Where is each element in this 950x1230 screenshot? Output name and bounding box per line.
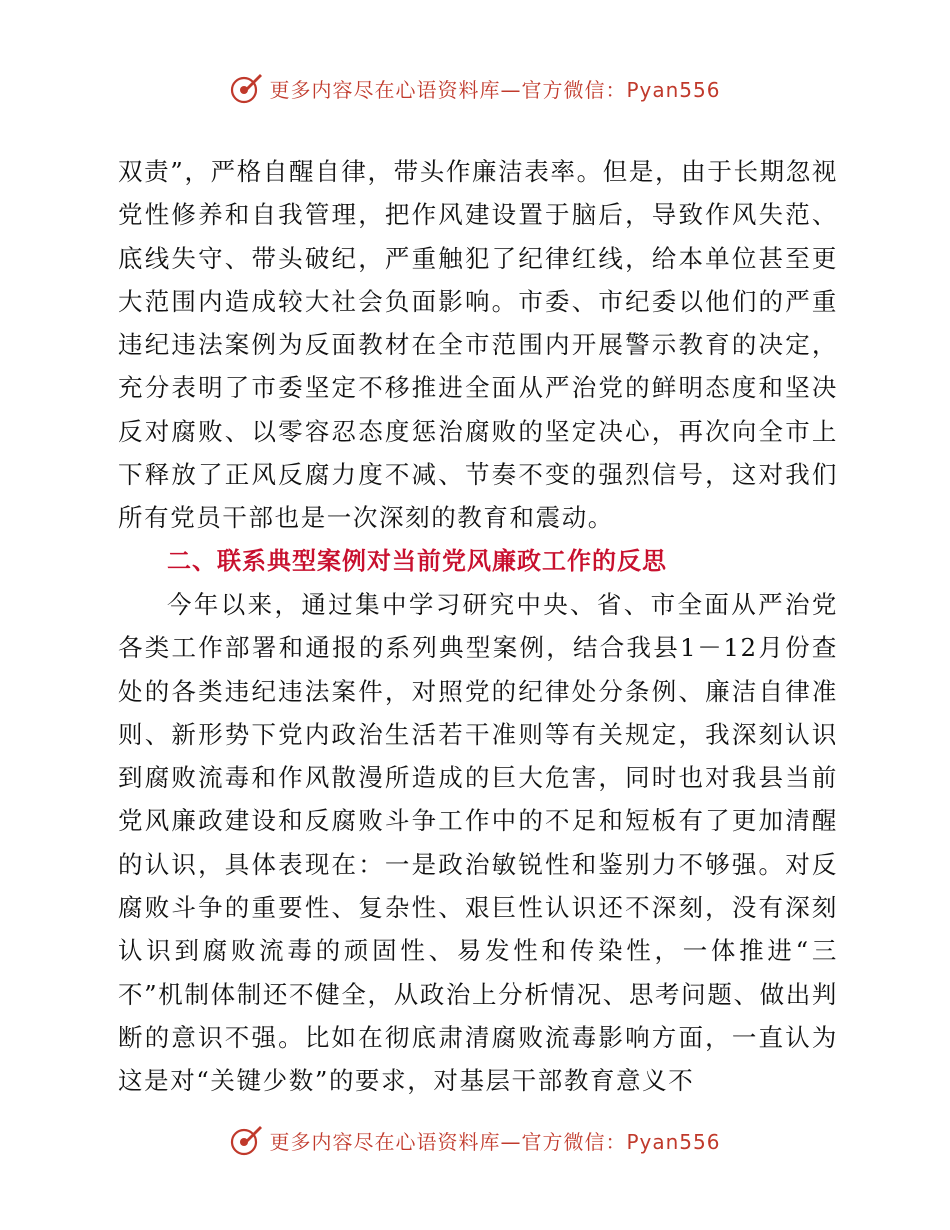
body-paragraph-1: 双责”，严格自醒自律，带头作廉洁表率。但是，由于长期忽视党性修养和自我管理，把作风建设置于脑后，导致作风失范、底线失守、带头破纪，严重触犯了纪律红线，给本单位甚至更大范围内造成较大社会负面影响。市委、市纪委以他们的严重违纪违法案例为反面教材在全市范围内开展警示教育的决定，充分表明了市委坚定不移推进全面从严治党的鲜明态度和坚决反对腐败、以零容忍态度惩治腐败的坚定决心，再次向全市上下释放了正风反腐力度不减、节奏不变的强烈信号，这对我们所有党员干部也是一次深刻的教育和震动。	[118, 157, 838, 533]
watermark-footer	[0, 1120, 950, 1160]
pen-seal-icon	[229, 71, 263, 105]
body-paragraph-2: 今年以来，通过集中学习研究中央、省、市全面从严治党各类工作部署和通报的系列典型案例，结合我县1－12月份查处的各类违纪违法案件，对照党的纪律处分条例、廉洁自律准则、新形势下党内政治生活若干准则等有关规定，我深刻认识到腐败流毒和作风散漫所造成的巨大危害，同时也对我县当前党风廉政建设和反腐败斗争工作中的不足和短板有了更加清醒的认识，具体表现在：一是政治敏锐性和鉴别力不够强。对反腐败斗争的重要性、复杂性、艰巨性认识还不深刻，没有深刻认识到腐败流毒的顽固性、易发性和传染性，一体推进“三不”机制体制还不健全，从政治上分析情况、思考问题、做出判断的意识不强。比如在彻底肃清腐败流毒影响方面，一直认为这是对“关键少数”的要求，对基层干部教育意义不	[118, 589, 838, 1096]
section-heading-2: 二、联系典型案例对当前党风廉政工作的反思	[167, 546, 667, 575]
watermark-header	[0, 68, 950, 108]
pen-seal-icon	[229, 1123, 263, 1157]
document-body	[118, 150, 838, 1103]
watermark-text: 更多内容尽在心语资料库—官方微信：Pyan556	[269, 77, 721, 102]
watermark-text: 更多内容尽在心语资料库—官方微信：Pyan556	[269, 1129, 721, 1154]
